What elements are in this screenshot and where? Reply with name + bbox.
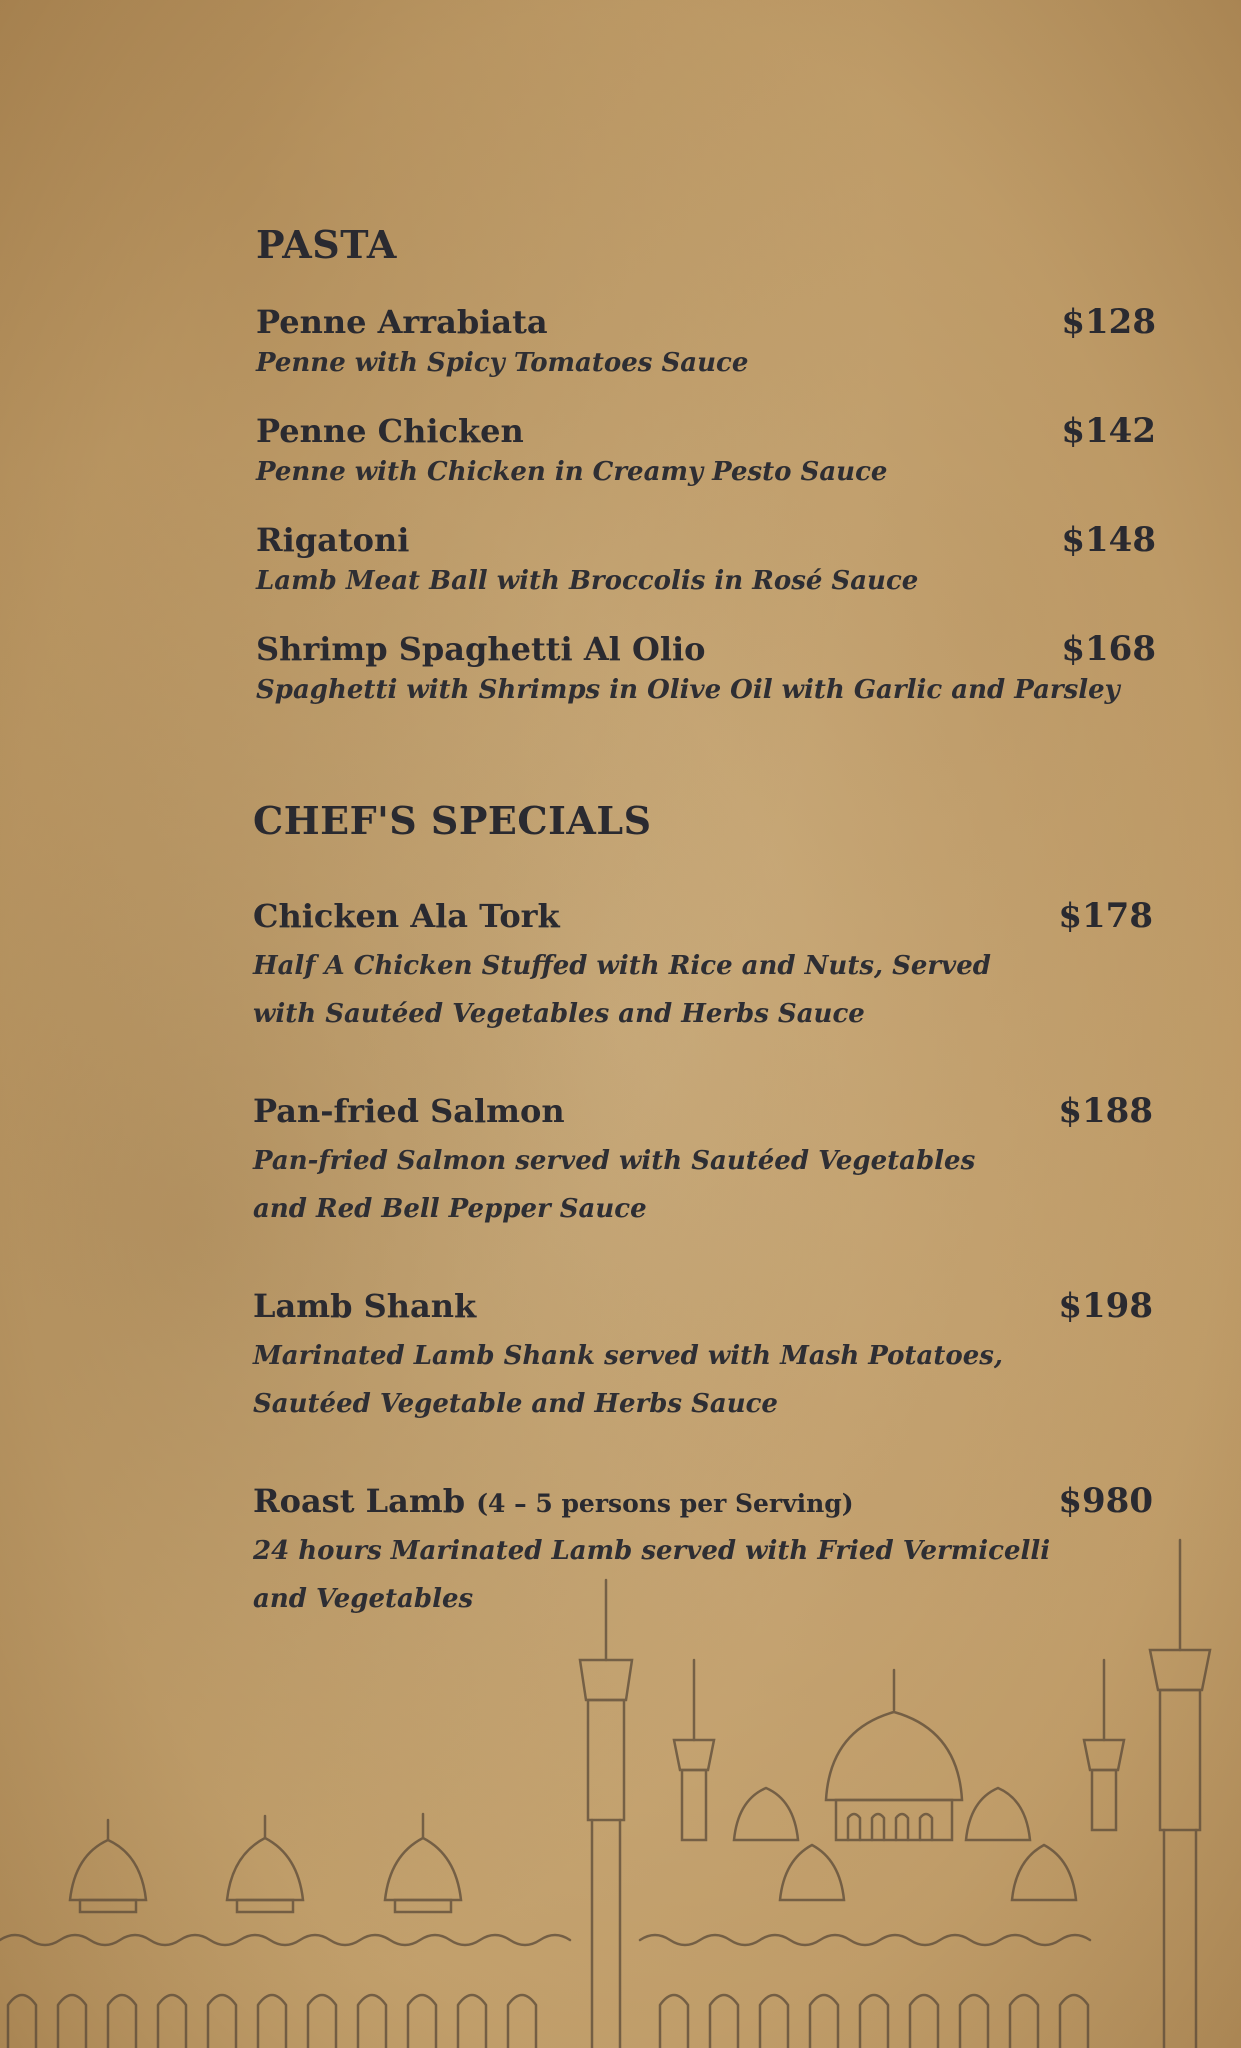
item-name: Pan-fried Salmon bbox=[253, 1092, 565, 1130]
item-name: Shrimp Spaghetti Al Olio bbox=[256, 630, 706, 668]
item-name: Rigatoni bbox=[256, 521, 410, 559]
side-dome-right bbox=[966, 1788, 1076, 1900]
small-dome-left-1 bbox=[70, 1820, 146, 1912]
menu-item-lamb-shank bbox=[253, 1286, 1153, 1428]
minaret-right-tall bbox=[1150, 1540, 1210, 2048]
arcade-arches bbox=[8, 1995, 1088, 2048]
item-price: $980 bbox=[1058, 1481, 1153, 1521]
item-serving-note: (4 – 5 persons per Serving) bbox=[476, 1489, 854, 1518]
item-description bbox=[253, 1332, 1153, 1428]
minaret-small bbox=[674, 1660, 714, 1840]
item-price: $198 bbox=[1058, 1286, 1153, 1326]
item-price: $168 bbox=[1061, 629, 1156, 669]
small-dome-left-2 bbox=[227, 1816, 303, 1912]
item-price: $128 bbox=[1061, 302, 1156, 342]
item-description-line: with Sautéed Vegetables and Herbs Sauce bbox=[253, 999, 865, 1029]
item-name: Penne Chicken bbox=[256, 412, 524, 450]
item-name: Lamb Shank bbox=[253, 1287, 477, 1325]
item-name: Chicken Ala Tork bbox=[253, 897, 560, 935]
item-price: $188 bbox=[1058, 1091, 1153, 1131]
item-price: $148 bbox=[1061, 520, 1156, 560]
item-description: Penne with Spicy Tomatoes Sauce bbox=[256, 348, 749, 378]
item-description-line: and Vegetables bbox=[253, 1584, 474, 1614]
item-price: $178 bbox=[1058, 896, 1153, 936]
item-description-line: 24 hours Marinated Lamb served with Fried Vermicelli bbox=[253, 1536, 1051, 1566]
item-description-line: Pan-fried Salmon served with Sautéed Vegetables bbox=[253, 1146, 976, 1176]
item-description-line: and Red Bell Pepper Sauce bbox=[253, 1194, 647, 1224]
menu-item-shrimp-spaghetti bbox=[256, 629, 1156, 707]
item-price: $142 bbox=[1061, 411, 1156, 451]
minaret-left bbox=[580, 1580, 632, 2048]
item-name: Penne Arrabiata bbox=[256, 303, 548, 341]
item-description: Spaghetti with Shrimps in Olive Oil with Garlic and Parsley bbox=[256, 675, 1120, 705]
item-name-text: Roast Lamb bbox=[253, 1482, 466, 1520]
minaret-right-small bbox=[1084, 1660, 1124, 1830]
mosque-skyline-illustration bbox=[0, 1500, 1241, 2048]
menu-item-penne-chicken bbox=[256, 411, 1156, 489]
item-description bbox=[253, 942, 1153, 1038]
item-description-line: Marinated Lamb Shank served with Mash Potatoes, bbox=[253, 1341, 1003, 1371]
item-description: Lamb Meat Ball with Broccolis in Rosé Sauce bbox=[256, 566, 919, 596]
small-dome-left-3 bbox=[385, 1814, 461, 1912]
section-title-chefs-specials: CHEF'S SPECIALS bbox=[253, 798, 652, 843]
section-title-pasta: PASTA bbox=[256, 222, 397, 267]
menu-item-penne-arrabiata bbox=[256, 302, 1156, 380]
ornamental-wall-band bbox=[0, 1935, 1090, 1945]
side-dome-left bbox=[734, 1788, 844, 1900]
menu-item-rigatoni bbox=[256, 520, 1156, 598]
great-dome bbox=[826, 1670, 962, 1840]
menu-item-chicken-ala-tork bbox=[253, 896, 1153, 1038]
item-description bbox=[253, 1137, 1153, 1233]
item-description-line: Half A Chicken Stuffed with Rice and Nuts, Served bbox=[253, 951, 991, 981]
item-description: Penne with Chicken in Creamy Pesto Sauce bbox=[256, 457, 888, 487]
item-description-line: Sautéed Vegetable and Herbs Sauce bbox=[253, 1389, 778, 1419]
menu-item-pan-fried-salmon bbox=[253, 1091, 1153, 1233]
